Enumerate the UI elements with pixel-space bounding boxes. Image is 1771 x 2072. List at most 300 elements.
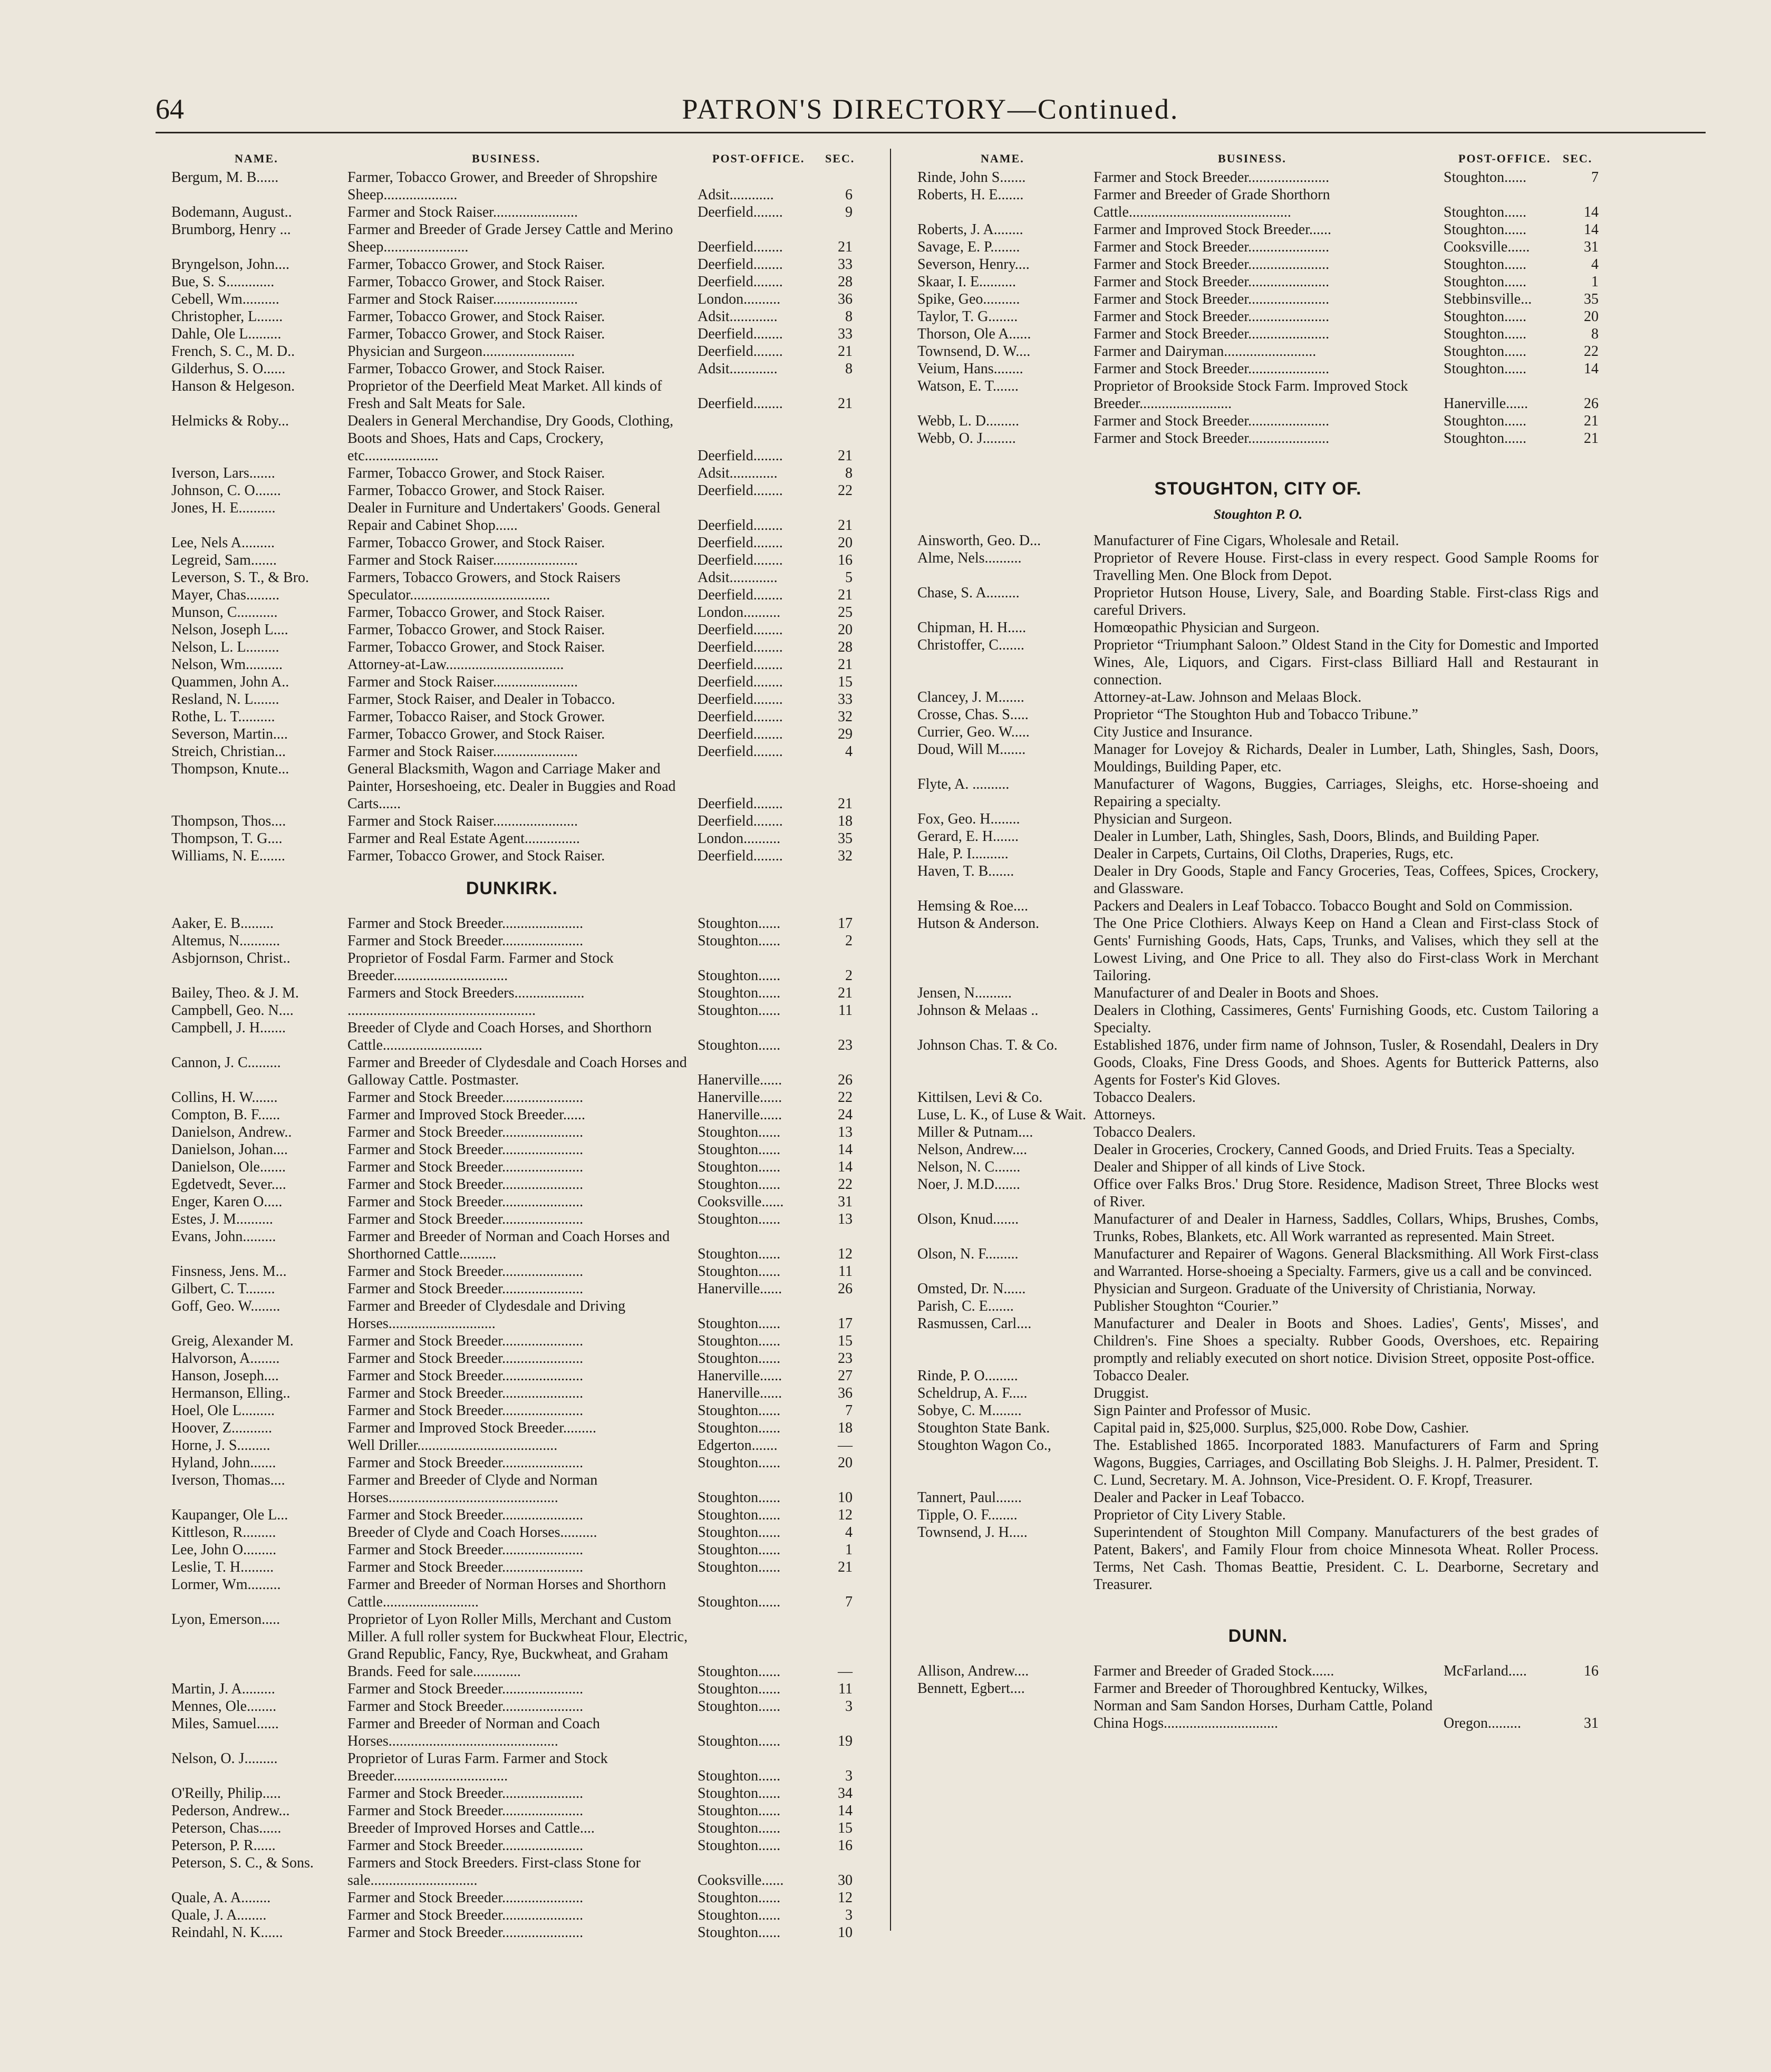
directory-entry bbox=[171, 950, 853, 984]
entry-business: Capital paid in, $25,000. Surplus, $25,000. Robe Dow, Cashier. bbox=[1093, 1420, 1469, 1436]
entry-section: 36 bbox=[838, 1385, 853, 1401]
directory-entry bbox=[917, 636, 1599, 689]
entry-post-office: Deerfield........ bbox=[698, 239, 783, 255]
entry-section: 21 bbox=[1584, 413, 1599, 429]
entry-name: Townsend, D. W.... bbox=[917, 343, 1031, 360]
entry-name: Brumborg, Henry ... bbox=[171, 221, 291, 238]
continued-listing bbox=[917, 169, 1599, 447]
directory-entry bbox=[171, 830, 853, 847]
directory-entry bbox=[171, 847, 853, 865]
entry-name: Nelson, L. L......... bbox=[171, 639, 279, 655]
entry-name: Severson, Henry.... bbox=[917, 256, 1030, 273]
section-subtitle-stoughton-po: Stoughton P. O. bbox=[1213, 507, 1303, 522]
entry-section: 35 bbox=[1584, 291, 1599, 307]
entry-business: ................................................... bbox=[347, 1002, 536, 1019]
directory-entry bbox=[171, 708, 853, 725]
directory-entry bbox=[171, 1141, 853, 1158]
entry-business: Farmer and Stock Breeder...................... bbox=[1093, 239, 1330, 255]
entry-post-office: Stoughton...... bbox=[1444, 430, 1527, 447]
entry-section: 20 bbox=[838, 1455, 853, 1471]
directory-entry bbox=[917, 1402, 1599, 1419]
entry-name: Helmicks & Roby... bbox=[171, 413, 289, 429]
entry-name: Bailey, Theo. & J. M. bbox=[171, 985, 299, 1001]
directory-entry bbox=[171, 743, 853, 760]
entry-business: Proprietor of Fosdal Farm. Farmer and Stock Breeder............................... bbox=[347, 950, 614, 984]
entry-section: 21 bbox=[838, 587, 853, 603]
entry-section: 17 bbox=[838, 915, 853, 932]
directory-entry bbox=[917, 723, 1599, 741]
directory-entry bbox=[171, 377, 853, 412]
directory-entry bbox=[171, 1889, 853, 1906]
entry-business: Farmer and Stock Breeder...................... bbox=[347, 1368, 584, 1384]
entry-business: Farmer and Stock Raiser....................... bbox=[347, 552, 578, 568]
entry-post-office: Stoughton...... bbox=[698, 1663, 781, 1680]
entry-business: Farmer, Tobacco Grower, and Stock Raiser. bbox=[347, 622, 605, 638]
entry-business: Office over Falks Bros.' Drug Store. Residence, Madison Street, Three Blocks west of River. bbox=[1093, 1176, 1599, 1210]
entry-post-office: Stoughton...... bbox=[698, 915, 781, 932]
entry-post-office: Stoughton...... bbox=[698, 1542, 781, 1558]
entry-post-office: Cooksville...... bbox=[698, 1872, 784, 1889]
entry-section: 13 bbox=[838, 1211, 853, 1227]
entry-business: Farmer and Stock Breeder...................... bbox=[347, 1385, 584, 1401]
entry-business: Farmer and Stock Breeder...................... bbox=[347, 1124, 584, 1140]
directory-entry bbox=[917, 291, 1599, 308]
directory-entry bbox=[171, 1437, 853, 1454]
entry-business: Physician and Surgeon. Graduate of the University of Christiania, Norway. bbox=[1093, 1281, 1536, 1297]
entry-name: Hanson, Joseph.... bbox=[171, 1368, 279, 1384]
directory-entry bbox=[171, 1124, 853, 1141]
entry-post-office: Adsit............ bbox=[698, 187, 774, 203]
entry-business: Farmer and Stock Breeder...................... bbox=[347, 1159, 584, 1175]
entry-post-office: Oregon......... bbox=[1444, 1715, 1521, 1731]
entry-business: Farmer, Tobacco Grower, and Stock Raiser. bbox=[347, 726, 605, 742]
directory-entry bbox=[917, 984, 1599, 1002]
entry-business: Breeder of Clyde and Coach Horses, and Shorthorn Cattle........................... bbox=[347, 1020, 652, 1053]
entry-name: Danielson, Andrew.. bbox=[171, 1124, 292, 1140]
entry-business: Farmer and Stock Breeder...................... bbox=[1093, 413, 1330, 429]
directory-entry bbox=[171, 1193, 853, 1211]
entry-name: Peterson, S. C., & Sons. bbox=[171, 1855, 314, 1871]
directory-entry bbox=[917, 1524, 1599, 1593]
entry-section: 21 bbox=[838, 448, 853, 464]
directory-entry bbox=[171, 169, 853, 204]
entry-section: 14 bbox=[1584, 204, 1599, 220]
entry-name: Olson, N. F......... bbox=[917, 1246, 1019, 1262]
entry-business: Dealers in General Merchandise, Dry Goods, Clothing, Boots and Shoes, Hats and Caps, Crockery, etc.................... bbox=[347, 413, 674, 464]
entry-business: Farmer and Stock Raiser....................... bbox=[347, 674, 578, 690]
directory-entry bbox=[917, 1089, 1599, 1106]
entry-section: 2 bbox=[845, 933, 853, 949]
entry-section: 10 bbox=[838, 1489, 853, 1506]
entry-name: Hemsing & Roe.... bbox=[917, 898, 1028, 914]
entry-name: Chase, S. A......... bbox=[917, 585, 1020, 601]
entry-name: Nelson, Andrew.... bbox=[917, 1141, 1028, 1158]
entry-name: Luse, L. K., of Luse & Wait. bbox=[917, 1107, 1086, 1123]
entry-name: Webb, O. J......... bbox=[917, 430, 1016, 447]
dunkirk-listing bbox=[171, 915, 853, 1941]
entry-name: Fox, Geo. H........ bbox=[917, 811, 1020, 827]
entry-business: Farmer and Breeder of Norman and Coach Horses.............................................. bbox=[347, 1716, 600, 1749]
entry-business: Farmer and Stock Breeder...................... bbox=[347, 1803, 584, 1819]
entry-section: 11 bbox=[838, 1681, 853, 1697]
entry-post-office: Stoughton...... bbox=[1444, 169, 1527, 186]
directory-entry bbox=[171, 221, 853, 256]
entry-name: Stoughton Wagon Co., bbox=[917, 1437, 1051, 1454]
entry-business: Dealer in Furniture and Undertakers' Goods. General Repair and Cabinet Shop...... bbox=[347, 500, 661, 534]
entry-name: Hanson & Helgeson. bbox=[171, 378, 295, 394]
directory-entry bbox=[171, 1106, 853, 1124]
directory-entry bbox=[171, 1715, 853, 1750]
directory-entry bbox=[171, 1785, 853, 1802]
entry-name: Bennett, Egbert.... bbox=[917, 1680, 1025, 1697]
entry-business: Dealer in Dry Goods, Staple and Fancy Groceries, Teas, Coffees, Spices, Crockery, and Glassware. bbox=[1093, 863, 1599, 897]
entry-post-office: Edgerton....... bbox=[698, 1437, 778, 1454]
entry-post-office: Stoughton...... bbox=[698, 1176, 781, 1193]
entry-business: Farmer and Stock Breeder...................... bbox=[1093, 274, 1330, 290]
heading-name: NAME. bbox=[981, 152, 1024, 165]
entry-name: Nelson, N. C....... bbox=[917, 1159, 1021, 1175]
entry-section: 3 bbox=[845, 1698, 853, 1715]
directory-entry bbox=[917, 325, 1599, 343]
entry-business: Tobacco Dealers. bbox=[1093, 1124, 1196, 1140]
directory-entry bbox=[917, 1367, 1599, 1384]
entry-section: 16 bbox=[838, 552, 853, 568]
entry-business: Farmer and Breeder of Norman and Coach Horses and Shorthorned Cattle.......... bbox=[347, 1228, 670, 1262]
entry-business: Farmer, Tobacco Grower, and Stock Raiser. bbox=[347, 274, 605, 290]
entry-name: Nelson, O. J......... bbox=[171, 1750, 278, 1767]
entry-business: Farmer and Stock Breeder...................... bbox=[347, 1194, 584, 1210]
entry-section: 8 bbox=[845, 308, 853, 325]
directory-entry bbox=[917, 1315, 1599, 1367]
entry-business: Farmer and Stock Breeder...................... bbox=[1093, 308, 1330, 325]
entry-name: Miles, Samuel...... bbox=[171, 1716, 279, 1732]
entry-business: Attorneys. bbox=[1093, 1107, 1156, 1123]
entry-name: Parish, C. E....... bbox=[917, 1298, 1014, 1314]
entry-name: Johnson Chas. T. & Co. bbox=[917, 1037, 1058, 1053]
directory-entry bbox=[171, 621, 853, 638]
entry-post-office: Deerfield........ bbox=[698, 796, 783, 812]
directory-entry bbox=[171, 1558, 853, 1576]
entry-business: Farmer, Tobacco Grower, and Stock Raiser. bbox=[347, 361, 605, 377]
entry-name: Asbjornson, Christ.. bbox=[171, 950, 291, 966]
entry-section: 16 bbox=[1584, 1663, 1599, 1679]
directory-entry bbox=[171, 1019, 853, 1054]
entry-section: 5 bbox=[845, 569, 853, 586]
entry-section: 24 bbox=[838, 1107, 853, 1123]
entry-business: Proprietor of City Livery Stable. bbox=[1093, 1507, 1286, 1523]
entry-section: 1 bbox=[845, 1542, 853, 1558]
heading-post-office: POST-OFFICE. bbox=[1458, 152, 1551, 165]
directory-entry bbox=[171, 812, 853, 830]
directory-entry bbox=[171, 1402, 853, 1419]
entry-name: Hermanson, Elling.. bbox=[171, 1385, 291, 1401]
entry-name: Roberts, J. A........ bbox=[917, 221, 1023, 238]
entry-post-office: Stoughton...... bbox=[698, 1559, 781, 1575]
entry-post-office: Hanerville...... bbox=[1444, 395, 1528, 412]
entry-section: 21 bbox=[838, 985, 853, 1001]
directory-entry bbox=[171, 1819, 853, 1837]
entry-business: Superintendent of Stoughton Mill Company. Manufacturers of the best grades of Patent, Bakers', and Family Flour from choice Minnesota Wheat. Roller Process. Terms, Net Cash. Thomas Beattie, President. C. L. Dearborne, Secretary and Treasurer. bbox=[1093, 1524, 1599, 1593]
entry-name: Roberts, H. E....... bbox=[917, 187, 1024, 203]
entry-section: 7 bbox=[845, 1594, 853, 1610]
entry-business: Farmer, Tobacco Grower, and Stock Raiser. bbox=[347, 256, 605, 273]
entry-name: Mennes, Ole........ bbox=[171, 1698, 277, 1715]
directory-entry bbox=[917, 1124, 1599, 1141]
heading-business: BUSINESS. bbox=[1218, 152, 1286, 165]
entry-name: Hutson & Anderson. bbox=[917, 915, 1039, 932]
directory-entry bbox=[171, 604, 853, 621]
directory-entry bbox=[171, 725, 853, 743]
entry-business: Farmer and Stock Breeder...................... bbox=[347, 1559, 584, 1575]
directory-entry bbox=[917, 430, 1599, 447]
directory-entry bbox=[917, 619, 1599, 636]
entry-post-office: Stoughton...... bbox=[698, 1333, 781, 1349]
entry-name: Scheldrup, A. F..... bbox=[917, 1385, 1028, 1401]
entry-post-office: Deerfield........ bbox=[698, 587, 783, 603]
entry-business: Proprietor Hutson House, Livery, Sale, and Boarding Stable. First-class Rigs and careful Drivers. bbox=[1093, 585, 1599, 618]
entry-name: Kittilsen, Levi & Co. bbox=[917, 1089, 1043, 1106]
entry-post-office: Stoughton...... bbox=[698, 1211, 781, 1227]
entry-post-office: Stoughton...... bbox=[1444, 256, 1527, 273]
entry-business: Breeder of Clyde and Coach Horses.......... bbox=[347, 1524, 597, 1541]
entry-name: Tipple, O. F........ bbox=[917, 1507, 1018, 1523]
entry-post-office: Stoughton...... bbox=[698, 1924, 781, 1941]
entry-name: Rasmussen, Carl.... bbox=[917, 1315, 1032, 1332]
column-headings-left bbox=[171, 149, 853, 169]
entry-business: Farmer and Stock Breeder...................... bbox=[347, 1785, 584, 1802]
entry-business: Farmer, Tobacco Grower, and Stock Raiser. bbox=[347, 535, 605, 551]
entry-section: 21 bbox=[838, 239, 853, 255]
entry-name: Hoel, Ole L......... bbox=[171, 1402, 275, 1419]
entry-section: 20 bbox=[838, 622, 853, 638]
section-title-dunkirk: DUNKIRK. bbox=[466, 878, 558, 898]
entry-business: Proprietor “Triumphant Saloon.” Oldest Stand in the City for Domestic and Imported Wines, Ale, Liquors, and Cigars. First-class Billiard Hall and Restaurant in connection. bbox=[1093, 637, 1599, 688]
directory-entry bbox=[171, 1854, 853, 1889]
column-headings-right bbox=[917, 149, 1599, 169]
entry-business: Farmer and Breeder of Graded Stock...... bbox=[1093, 1663, 1334, 1679]
entry-business: Packers and Dealers in Leaf Tobacco. Tobacco Bought and Sold on Commission. bbox=[1093, 898, 1573, 914]
directory-entry bbox=[171, 1924, 853, 1941]
entry-name: Chipman, H. H..... bbox=[917, 619, 1027, 636]
directory-entry bbox=[917, 1506, 1599, 1524]
directory-entry bbox=[171, 1158, 853, 1176]
entry-name: Gilderhus, S. O...... bbox=[171, 361, 286, 377]
directory-entry bbox=[171, 325, 853, 343]
directory-entry bbox=[171, 499, 853, 534]
entry-name: Iverson, Lars....... bbox=[171, 465, 275, 481]
deerfield-listing bbox=[171, 169, 853, 865]
directory-entry bbox=[171, 1332, 853, 1350]
entry-business: Sign Painter and Professor of Music. bbox=[1093, 1402, 1311, 1419]
entry-post-office: Stoughton...... bbox=[1444, 274, 1527, 290]
entry-post-office: Stoughton...... bbox=[698, 1246, 781, 1262]
entry-post-office: Hanerville...... bbox=[698, 1107, 782, 1123]
entry-business: Proprietor “The Stoughton Hub and Tobacco Tribune.” bbox=[1093, 706, 1418, 723]
entry-business: Dealer in Lumber, Lath, Shingles, Sash, Doors, Blinds, and Building Paper. bbox=[1093, 828, 1540, 845]
entry-section: 27 bbox=[838, 1368, 853, 1384]
column-divider bbox=[890, 149, 891, 1931]
entry-section: 20 bbox=[838, 535, 853, 551]
entry-section: 32 bbox=[838, 709, 853, 725]
entry-name: Gerard, E. H....... bbox=[917, 828, 1019, 845]
entry-section: 21 bbox=[838, 343, 853, 360]
entry-business: Farmer and Breeder of Grade Jersey Cattle and Merino Sheep....................... bbox=[347, 221, 673, 255]
directory-entry bbox=[917, 238, 1599, 256]
entry-post-office: Deerfield........ bbox=[698, 482, 783, 499]
entry-name: Nelson, Joseph L.... bbox=[171, 622, 288, 638]
entry-section: 22 bbox=[838, 1176, 853, 1193]
entry-post-office: Adsit............. bbox=[698, 569, 778, 586]
directory-entry bbox=[917, 549, 1599, 584]
directory-entry bbox=[917, 828, 1599, 845]
directory-entry bbox=[171, 1524, 853, 1541]
entry-business: Farmer and Stock Raiser....................... bbox=[347, 743, 578, 760]
directory-entry bbox=[917, 1245, 1599, 1280]
entry-business: Manufacturer of Wagons, Buggies, Carriages, Sleighs, etc. Horse-shoeing and Repairing a specialty. bbox=[1093, 776, 1599, 810]
entry-name: Peterson, Chas...... bbox=[171, 1820, 282, 1836]
entry-section: 33 bbox=[838, 256, 853, 273]
entry-post-office: Deerfield........ bbox=[698, 204, 783, 220]
entry-business: Proprietor of Brookside Stock Farm. Improved Stock Breeder......................... bbox=[1093, 378, 1408, 412]
entry-section: 8 bbox=[845, 361, 853, 377]
entry-business: Farmer and Stock Breeder...................... bbox=[347, 1455, 584, 1471]
directory-entry bbox=[917, 273, 1599, 291]
entry-name: Lee, Nels A......... bbox=[171, 535, 275, 551]
entry-post-office: Stoughton...... bbox=[1444, 204, 1527, 220]
entry-business: Farmer and Stock Breeder...................... bbox=[347, 1350, 584, 1367]
entry-post-office: Stoughton...... bbox=[698, 1524, 781, 1541]
entry-business: Farmer, Tobacco Grower, and Stock Raiser. bbox=[347, 308, 605, 325]
entry-section: 12 bbox=[838, 1890, 853, 1906]
entry-business: Proprietor of Revere House. First-class in every respect. Good Sample Rooms for Travelling Men. One Block from Depot. bbox=[1093, 550, 1599, 584]
entry-business: Druggist. bbox=[1093, 1385, 1149, 1401]
entry-name: Flyte, A. .......... bbox=[917, 776, 1010, 792]
entry-name: Lyon, Emerson..... bbox=[171, 1611, 280, 1628]
entry-name: Jensen, N.......... bbox=[917, 985, 1012, 1001]
entry-name: Thompson, Knute... bbox=[171, 761, 289, 777]
entry-business: Farmers, Tobacco Growers, and Stock Raisers bbox=[347, 569, 621, 586]
entry-post-office: Stebbinsville... bbox=[1444, 291, 1532, 307]
entry-name: Rinde, P. O......... bbox=[917, 1368, 1018, 1384]
entry-section: 17 bbox=[838, 1315, 853, 1332]
entry-name: Halvorson, A........ bbox=[171, 1350, 280, 1367]
directory-entry bbox=[171, 412, 853, 464]
directory-entry bbox=[171, 1471, 853, 1506]
entry-name: Horne, J. S......... bbox=[171, 1437, 270, 1454]
directory-entry bbox=[171, 1263, 853, 1280]
entry-post-office: Stoughton...... bbox=[698, 1594, 781, 1610]
directory-entry bbox=[171, 1419, 853, 1437]
entry-post-office: Deerfield........ bbox=[698, 622, 783, 638]
directory-entry bbox=[917, 1419, 1599, 1437]
entry-section: 11 bbox=[838, 1002, 853, 1019]
entry-section: 12 bbox=[838, 1246, 853, 1262]
entry-name: Leslie, T. H......... bbox=[171, 1559, 274, 1575]
entry-section: 21 bbox=[838, 656, 853, 673]
entry-name: Pederson, Andrew... bbox=[171, 1803, 290, 1819]
entry-section: 15 bbox=[838, 1333, 853, 1349]
entry-post-office: Stoughton...... bbox=[698, 1890, 781, 1906]
entry-name: Lormer, Wm......... bbox=[171, 1576, 281, 1593]
page-header bbox=[156, 93, 1706, 135]
right-column bbox=[917, 149, 1599, 1732]
entry-post-office: Stoughton...... bbox=[698, 1402, 781, 1419]
entry-section: 34 bbox=[838, 1785, 853, 1802]
entry-post-office: Stoughton...... bbox=[698, 1159, 781, 1175]
entry-business: Farmer, Tobacco Grower, and Breeder of Shropshire Sheep.................... bbox=[347, 169, 657, 203]
directory-entry bbox=[917, 1662, 1599, 1680]
entry-section: 4 bbox=[845, 743, 853, 760]
entry-section: 26 bbox=[838, 1281, 853, 1297]
entry-post-office: Deerfield........ bbox=[698, 448, 783, 464]
entry-name: Olson, Knud....... bbox=[917, 1211, 1019, 1227]
entry-name: Williams, N. E....... bbox=[171, 848, 285, 864]
directory-entry bbox=[171, 1176, 853, 1193]
entry-business: Farmer and Breeder of Clyde and Norman Horses.............................................. bbox=[347, 1472, 598, 1506]
entry-business: Farmer and Stock Breeder...................... bbox=[347, 1837, 584, 1854]
entry-post-office: Stoughton...... bbox=[698, 1002, 781, 1019]
directory-entry bbox=[917, 169, 1599, 186]
entry-name: Resland, N. L....... bbox=[171, 691, 279, 708]
entry-business: Manager for Lovejoy & Richards, Dealer in Lumber, Lath, Shingles, Sash, Doors, Mouldings, Building Paper, etc. bbox=[1093, 741, 1599, 775]
entry-post-office: Stoughton...... bbox=[698, 1681, 781, 1697]
entry-section: 8 bbox=[1591, 326, 1599, 342]
entry-business: City Justice and Insurance. bbox=[1093, 724, 1253, 740]
entry-business: Manufacturer and Dealer in Boots and Shoes. Ladies', Gents', Misses', and Children's. Fine Shoes a specialty. Rubber Goods, Overshoes, etc. Repairing promptly and reliably executed on short notice. Division Street, opposite Post-office. bbox=[1093, 1315, 1599, 1367]
entry-business: Manufacturer of and Dealer in Boots and Shoes. bbox=[1093, 985, 1379, 1001]
entry-business: Proprietor of the Deerfield Meat Market. All kinds of Fresh and Salt Meats for Sale. bbox=[347, 378, 662, 412]
entry-section: 19 bbox=[838, 1733, 853, 1749]
entry-business: Farmer and Stock Breeder...................... bbox=[347, 1141, 584, 1158]
directory-entry bbox=[171, 1228, 853, 1263]
heading-sec: SEC. bbox=[825, 152, 855, 165]
entry-post-office: Deerfield........ bbox=[698, 848, 783, 864]
entry-post-office: Stoughton...... bbox=[698, 1768, 781, 1784]
entry-name: Collins, H. W....... bbox=[171, 1089, 278, 1106]
entry-section: 18 bbox=[838, 1420, 853, 1436]
entry-business: Farmer and Real Estate Agent............... bbox=[347, 830, 580, 847]
entry-section: 14 bbox=[838, 1803, 853, 1819]
entry-business: Tobacco Dealers. bbox=[1093, 1089, 1196, 1106]
entry-post-office: Adsit............. bbox=[698, 361, 778, 377]
entry-section: 28 bbox=[838, 639, 853, 655]
entry-section: 22 bbox=[1584, 343, 1599, 360]
entry-name: Leverson, S. T., & Bro. bbox=[171, 569, 309, 586]
entry-section: 3 bbox=[845, 1768, 853, 1784]
entry-name: Currier, Geo. W..... bbox=[917, 724, 1030, 740]
entry-section: — bbox=[838, 1437, 853, 1454]
directory-entry bbox=[171, 273, 853, 291]
entry-name: Evans, John......... bbox=[171, 1228, 276, 1245]
directory-entry bbox=[917, 584, 1599, 619]
entry-business: Farmer, Stock Raiser, and Dealer in Tobacco. bbox=[347, 691, 615, 708]
entry-name: Cebell, Wm.......... bbox=[171, 291, 279, 307]
entry-business: Farmer and Stock Raiser....................... bbox=[347, 813, 578, 829]
entry-name: Miller & Putnam.... bbox=[917, 1124, 1033, 1140]
entry-name: Tannert, Paul....... bbox=[917, 1489, 1022, 1506]
entry-business: Dealer in Groceries, Crockery, Canned Goods, and Dried Fruits. Teas a Specialty. bbox=[1093, 1141, 1575, 1158]
entry-business: Farmer and Stock Breeder...................... bbox=[347, 1890, 584, 1906]
entry-business: Manufacturer of Fine Cigars, Wholesale and Retail. bbox=[1093, 532, 1399, 549]
entry-post-office: Deerfield........ bbox=[698, 274, 783, 290]
directory-entry bbox=[171, 360, 853, 377]
directory-entry bbox=[171, 1698, 853, 1715]
directory-entry bbox=[917, 1037, 1599, 1089]
directory-entry bbox=[171, 638, 853, 656]
stoughton-listing bbox=[917, 532, 1599, 1593]
entry-post-office: Deerfield........ bbox=[698, 639, 783, 655]
entry-business: Farmer and Stock Breeder...................... bbox=[347, 1402, 584, 1419]
